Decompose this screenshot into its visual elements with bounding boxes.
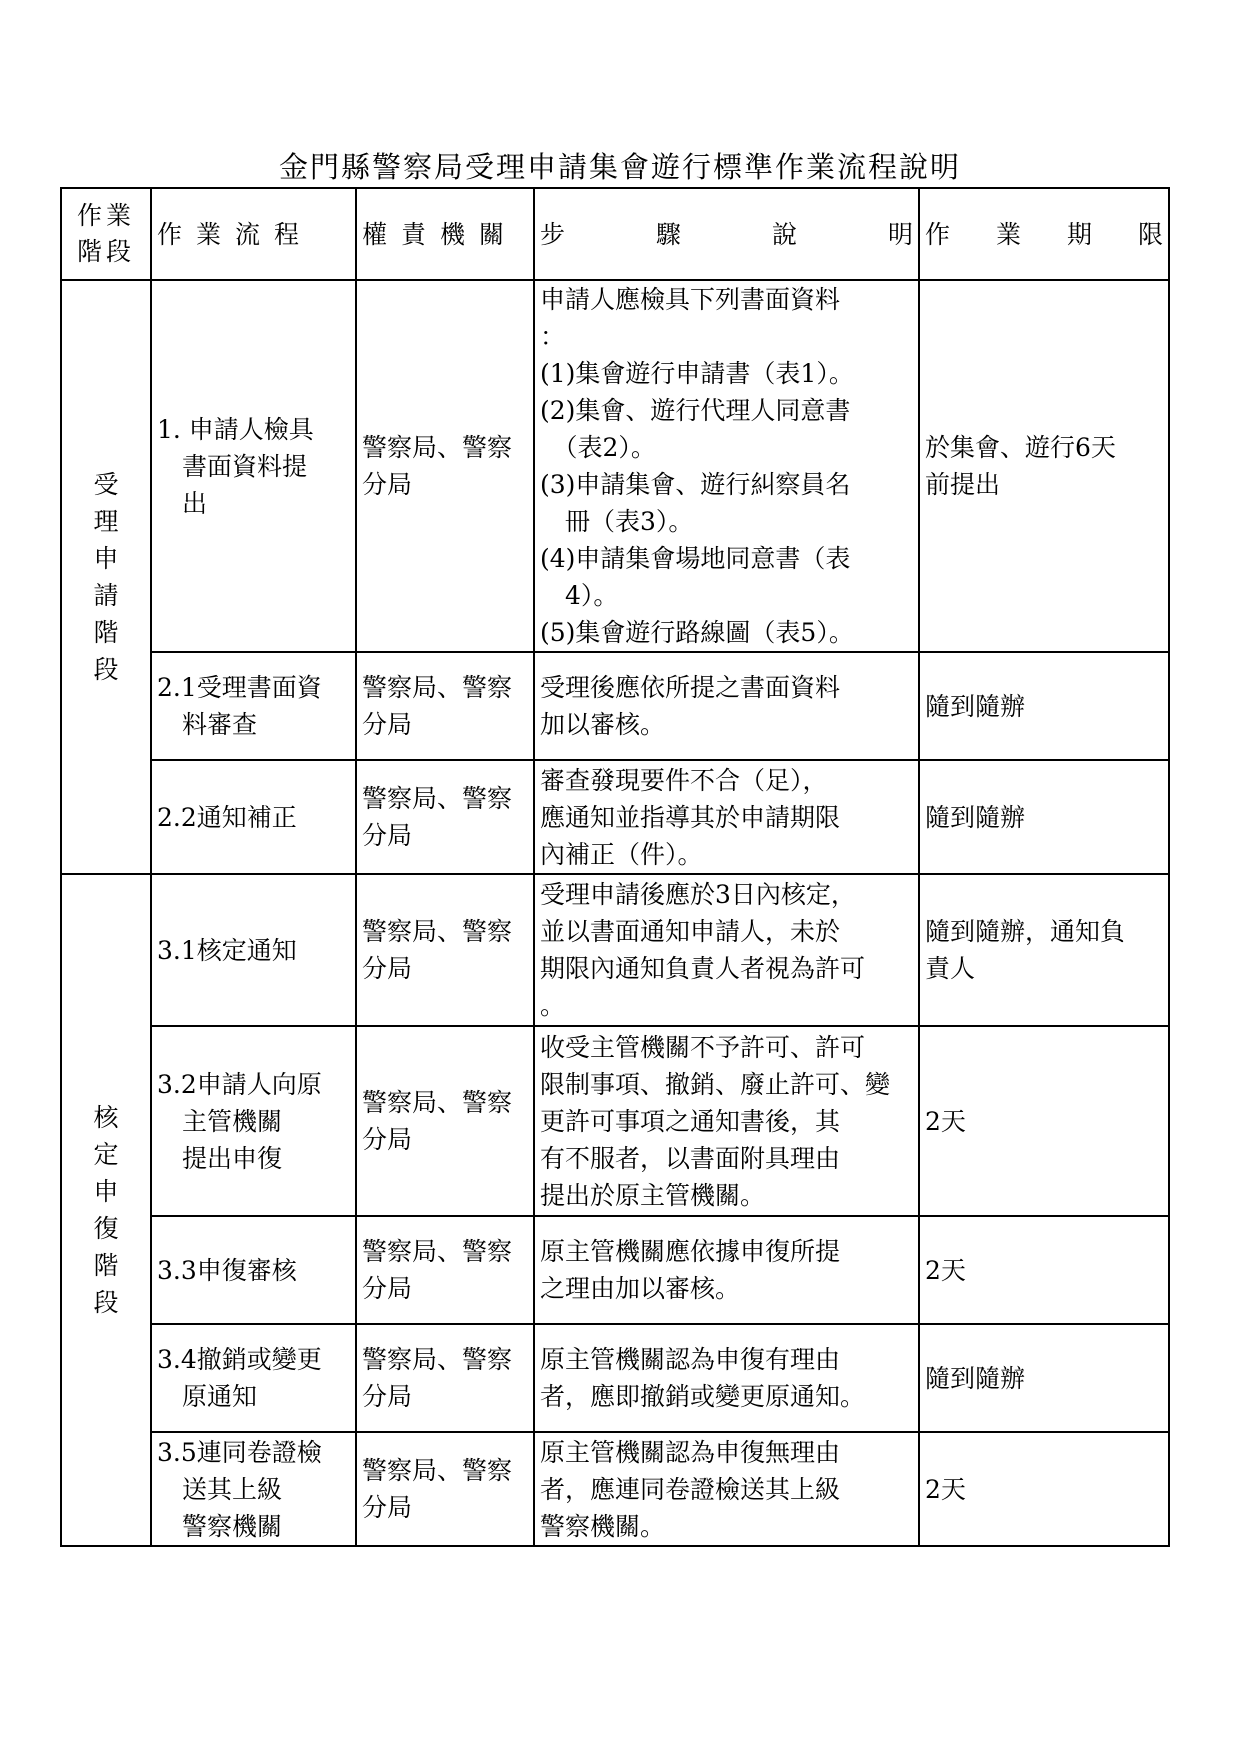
stage-cell-review: 核 定 申 復 階 段 <box>61 874 151 1546</box>
description-cell: 申請人應檢具下列書面資料 ： (1)集會遊行申請書（表1）。 (2)集會、遊行代理人同意書 （表2）。 (3)申請集會、遊行糾察員名 冊（表3）。 (4)申請集會場地同意書（表 4）。 (5)集會遊行路線圖（表5）。 <box>534 280 919 652</box>
header-stage: 作業 階段 <box>61 188 151 280</box>
deadline-cell: 隨到隨辦 <box>919 1324 1169 1432</box>
description-cell: 原主管機關應依據申復所提 之理由加以審核。 <box>534 1216 919 1324</box>
authority-cell: 警察局、警察 分局 <box>356 1324 534 1432</box>
authority-cell: 警察局、警察 分局 <box>356 760 534 874</box>
flow-cell: 2.2通知補正 <box>151 760 356 874</box>
authority-cell: 警察局、警察 分局 <box>356 1432 534 1546</box>
flow-cell: 3.4撤銷或變更 原通知 <box>151 1324 356 1432</box>
deadline-cell: 隨到隨辦 <box>919 652 1169 760</box>
deadline-cell: 2天 <box>919 1216 1169 1324</box>
flow-cell: 3.1核定通知 <box>151 874 356 1026</box>
description-cell: 受理申請後應於3日內核定， 並以書面通知申請人，未於 期限內通知負責人者視為許可 。 <box>534 874 919 1026</box>
table-row <box>61 1324 1169 1432</box>
table-row <box>61 760 1169 874</box>
description-cell: 原主管機關認為申復有理由 者，應即撤銷或變更原通知。 <box>534 1324 919 1432</box>
header-authority: 權責機關 <box>356 188 534 280</box>
description-cell: 受理後應依所提之書面資料 加以審核。 <box>534 652 919 760</box>
stage-cell-application: 受 理 申 請 階 段 <box>61 280 151 874</box>
header-row <box>61 188 1169 280</box>
description-cell: 審查發現要件不合（足）， 應通知並指導其於申請期限 內補正（件）。 <box>534 760 919 874</box>
table-row <box>61 1432 1169 1546</box>
table-row <box>61 874 1169 1026</box>
description-cell: 原主管機關認為申復無理由 者，應連同卷證檢送其上級 警察機關。 <box>534 1432 919 1546</box>
flow-cell: 3.2申請人向原 主管機關 提出申復 <box>151 1026 356 1216</box>
flow-cell: 2.1受理書面資 料審查 <box>151 652 356 760</box>
table-row <box>61 1026 1169 1216</box>
header-deadline: 作業期限 <box>919 188 1169 280</box>
authority-cell: 警察局、警察 分局 <box>356 1216 534 1324</box>
authority-cell: 警察局、警察 分局 <box>356 1026 534 1216</box>
deadline-cell: 於集會、遊行6天 前提出 <box>919 280 1169 652</box>
flow-cell: 3.3申復審核 <box>151 1216 356 1324</box>
sop-table <box>60 187 1170 1547</box>
deadline-cell: 2天 <box>919 1432 1169 1546</box>
flow-cell: 1. 申請人檢具 書面資料提 出 <box>151 280 356 652</box>
authority-cell: 警察局、警察 分局 <box>356 652 534 760</box>
deadline-cell: 隨到隨辦 <box>919 760 1169 874</box>
table-row <box>61 652 1169 760</box>
flow-cell: 3.5連同卷證檢 送其上級 警察機關 <box>151 1432 356 1546</box>
description-cell: 收受主管機關不予許可、許可 限制事項、撤銷、廢止許可、變 更許可事項之通知書後，其 有不服者，以書面附具理由 提出於原主管機關。 <box>534 1026 919 1216</box>
document-title: 金門縣警察局受理申請集會遊行標準作業流程說明 <box>278 150 961 184</box>
deadline-cell: 2天 <box>919 1026 1169 1216</box>
header-description: 步驟說明 <box>534 188 919 280</box>
deadline-cell: 隨到隨辦，通知負 責人 <box>919 874 1169 1026</box>
authority-cell: 警察局、警察 分局 <box>356 280 534 652</box>
table-row <box>61 280 1169 652</box>
table-row <box>61 1216 1169 1324</box>
header-flow: 作業流程 <box>151 188 356 280</box>
authority-cell: 警察局、警察 分局 <box>356 874 534 1026</box>
